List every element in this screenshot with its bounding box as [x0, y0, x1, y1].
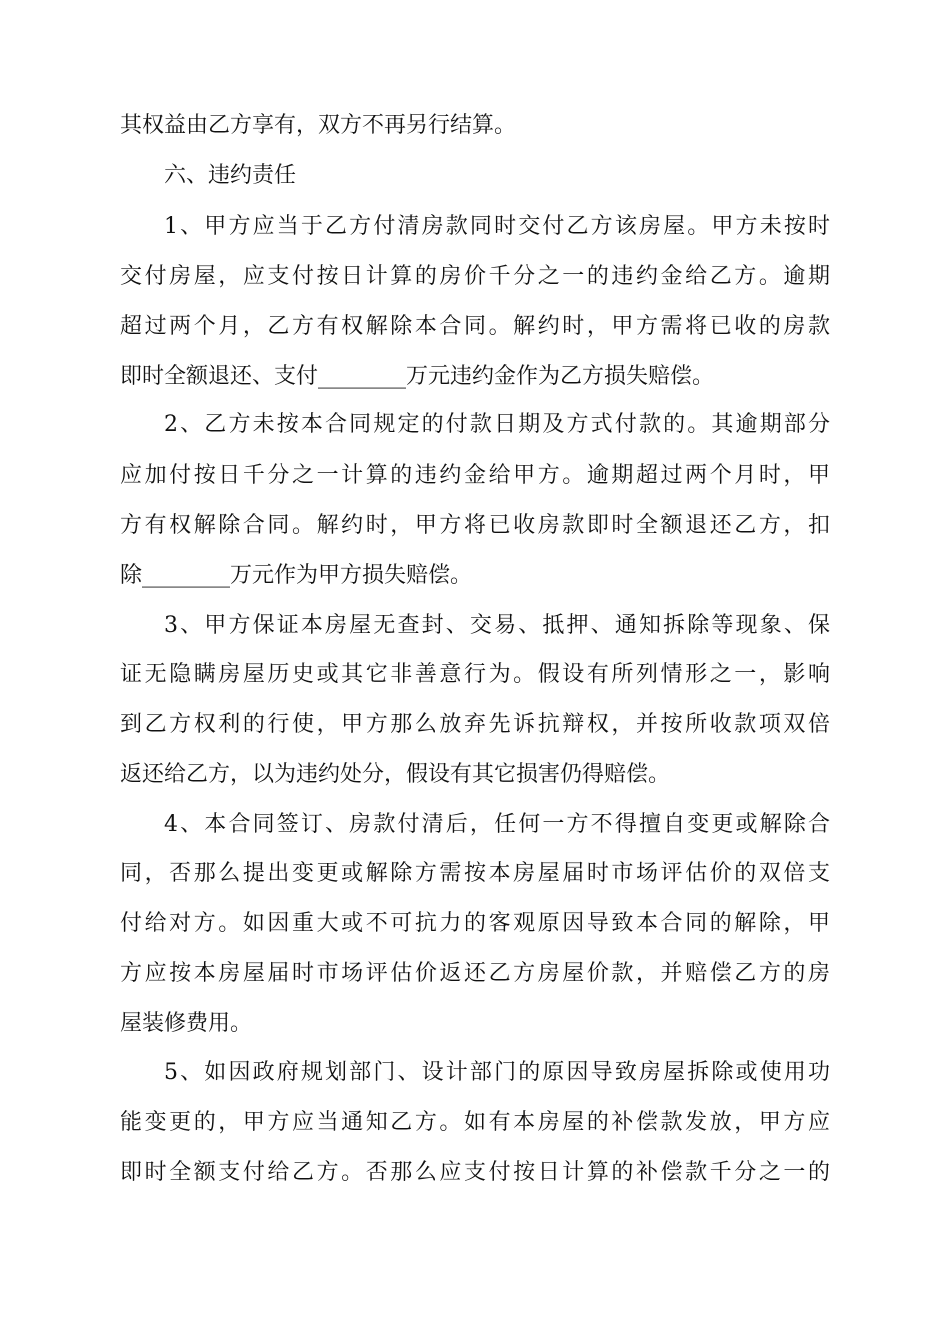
clause-2-line: 除________万元作为甲方损失赔偿。 — [120, 563, 473, 588]
clause-5-line: 能变更的，甲方应当通知乙方。如有本房屋的补偿款发放，甲方应 — [120, 1110, 830, 1135]
clause-4-line: 付给对方。如因重大或不可抗力的客观原因导致本合同的解除，甲 — [120, 911, 830, 936]
clause-5-line: 即时全额支付给乙方。否那么应支付按日计算的补偿款千分之一的 — [120, 1160, 830, 1185]
clause-1-line: 超过两个月，乙方有权解除本合同。解约时，甲方需将已收的房款 — [120, 314, 830, 339]
clause-4-line: 方应按本房屋届时市场评估价返还乙方房屋价款，并赔偿乙方的房 — [120, 961, 830, 986]
section-heading: 六、违约责任 — [164, 163, 297, 188]
clause-4-line: 屋装修费用。 — [120, 1011, 253, 1036]
clause-1-line: 1、甲方应当于乙方付清房款同时交付乙方该房屋。甲方未按时 — [164, 214, 830, 239]
clause-2-line: 2、乙方未按本合同规定的付款日期及方式付款的。其逾期部分 — [164, 412, 830, 437]
clause-3-line: 证无隐瞒房屋历史或其它非善意行为。假设有所列情形之一，影响 — [120, 662, 830, 687]
text-line: 其权益由乙方享有，双方不再另行结算。 — [120, 113, 517, 138]
clause-2-line: 方有权解除合同。解约时，甲方将已收房款即时全额退还乙方，扣 — [120, 513, 830, 538]
clause-4-line: 4、本合同签订、房款付清后，任何一方不得擅自变更或解除合 — [164, 812, 830, 837]
clause-1-line: 即时全额退还、支付________万元违约金作为乙方损失赔偿。 — [120, 364, 715, 389]
clause-5-line: 5、如因政府规划部门、设计部门的原因导致房屋拆除或使用功 — [164, 1060, 830, 1085]
clause-1-line: 交付房屋，应支付按日计算的房价千分之一的违约金给乙方。逾期 — [120, 264, 830, 289]
clause-3-line: 3、甲方保证本房屋无查封、交易、抵押、通知拆除等现象、保 — [164, 613, 830, 638]
clause-4-line: 同，否那么提出变更或解除方需按本房屋届时市场评估价的双倍支 — [120, 861, 830, 886]
clause-3-line: 到乙方权利的行使，甲方那么放弃先诉抗辩权，并按所收款项双倍 — [120, 712, 830, 737]
clause-2-line: 应加付按日千分之一计算的违约金给甲方。逾期超过两个月时，甲 — [120, 463, 830, 488]
clause-3-line: 返还给乙方，以为违约处分，假设有其它损害仍得赔偿。 — [120, 762, 671, 787]
